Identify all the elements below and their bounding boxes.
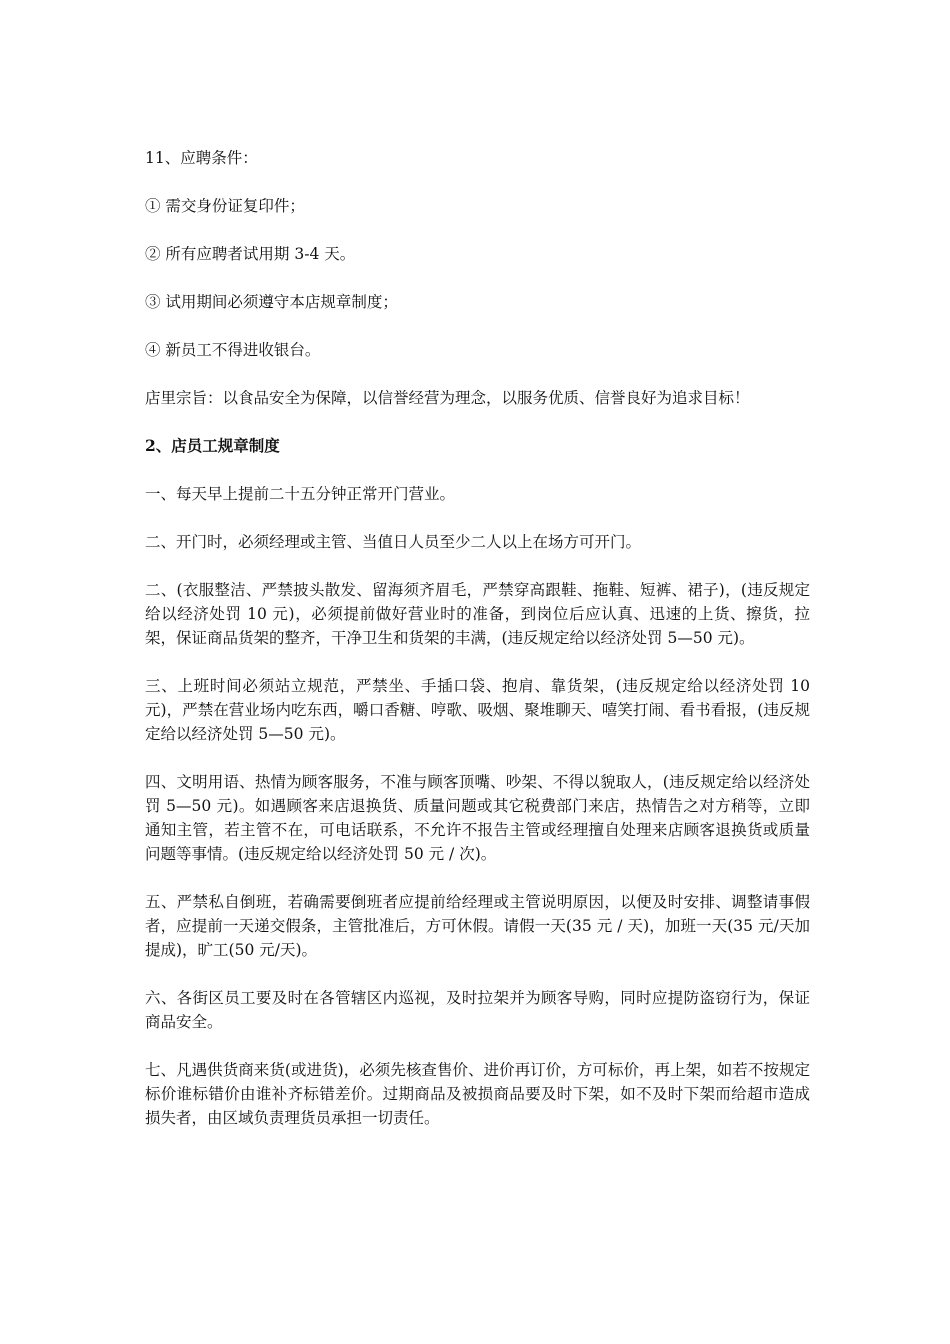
document-body: [145, 146, 810, 1154]
list-item-id-copy: ① 需交身份证复印件；: [145, 197, 305, 215]
rule-3-conduct: 三、上班时间必须站立规范，严禁坐、手插口袋、抱肩、靠货架，(违反规定给以经济处罚 10 元)，严禁在营业场内吃东西，嚼口香糖、哼歌、吸烟、聚堆聊天、嘻笑打闹、看书看报，(违反规定给以经济处罚 5—50 元)。: [145, 677, 810, 743]
rule-2-dress-code: 二、(衣服整洁、严禁披头散发、留海须齐眉毛，严禁穿高跟鞋、拖鞋、短裤、裙子)，(违反规定给以经济处罚 10 元)，必须提前做好营业时的准备，到岗位后应认真、迅速的上货、擦货，拉架，保证商品货架的整齐，干净卫生和货架的丰满，(违反规定给以经济处罚 5—50 元)。: [145, 581, 810, 647]
rule-5-shift-leave: 五、严禁私自倒班，若确需要倒班者应提前给经理或主管说明原因，以便及时安排、调整请事假者，应提前一天递交假条，主管批准后，方可休假。请假一天(35 元 / 天)，加班一天(35 元/天加提成)，旷工(50 元/天)。: [145, 893, 810, 959]
section-heading-staff-rules: 2、店员工规章制度: [145, 436, 280, 455]
list-item-trial-period: ② 所有应聘者试用期 3-4 天。: [145, 245, 356, 263]
rule-4-customer-service: 四、文明用语、热情为顾客服务，不准与顾客顶嘴、吵架、不得以貌取人，(违反规定给以经济处罚 5—50 元)。如遇顾客来店退换货、质量问题或其它税费部门来店，热情告之对方稍等，立即通知主管，若主管不在，可电话联系，不允许不报告主管或经理擅自处理来店顾客退换货或质量问题等事情。(违反规定给以经济处罚 50 元 / 次)。: [145, 773, 810, 863]
rule-2-opening-staff: 二、开门时，必须经理或主管、当值日人员至少二人以上在场方可开门。: [145, 533, 642, 551]
rule-1-opening-time: 一、每天早上提前二十五分钟正常开门营业。: [145, 485, 456, 503]
section-heading-application: 11、应聘条件：: [145, 149, 258, 167]
store-mission: 店里宗旨：以食品安全为保障，以信誉经营为理念，以服务优质、信誉良好为追求目标！: [145, 389, 750, 407]
rule-7-supplier-pricing: 七、凡遇供货商来货(或进货)，必须先核查售价、进价再订价，方可标价，再上架，如若不按规定标价谁标错价由谁补齐标错差价。过期商品及被损商品要及时下架，如不及时下架而给超市造成损失者，由区域负责理货员承担一切责任。: [145, 1061, 810, 1127]
list-item-cashier-restriction: ④ 新员工不得进收银台。: [145, 341, 321, 359]
rule-6-patrol: 六、各街区员工要及时在各管辖区内巡视，及时拉架并为顾客导购，同时应提防盗窃行为，保证商品安全。: [145, 989, 810, 1031]
list-item-follow-rules: ③ 试用期间必须遵守本店规章制度；: [145, 293, 398, 311]
